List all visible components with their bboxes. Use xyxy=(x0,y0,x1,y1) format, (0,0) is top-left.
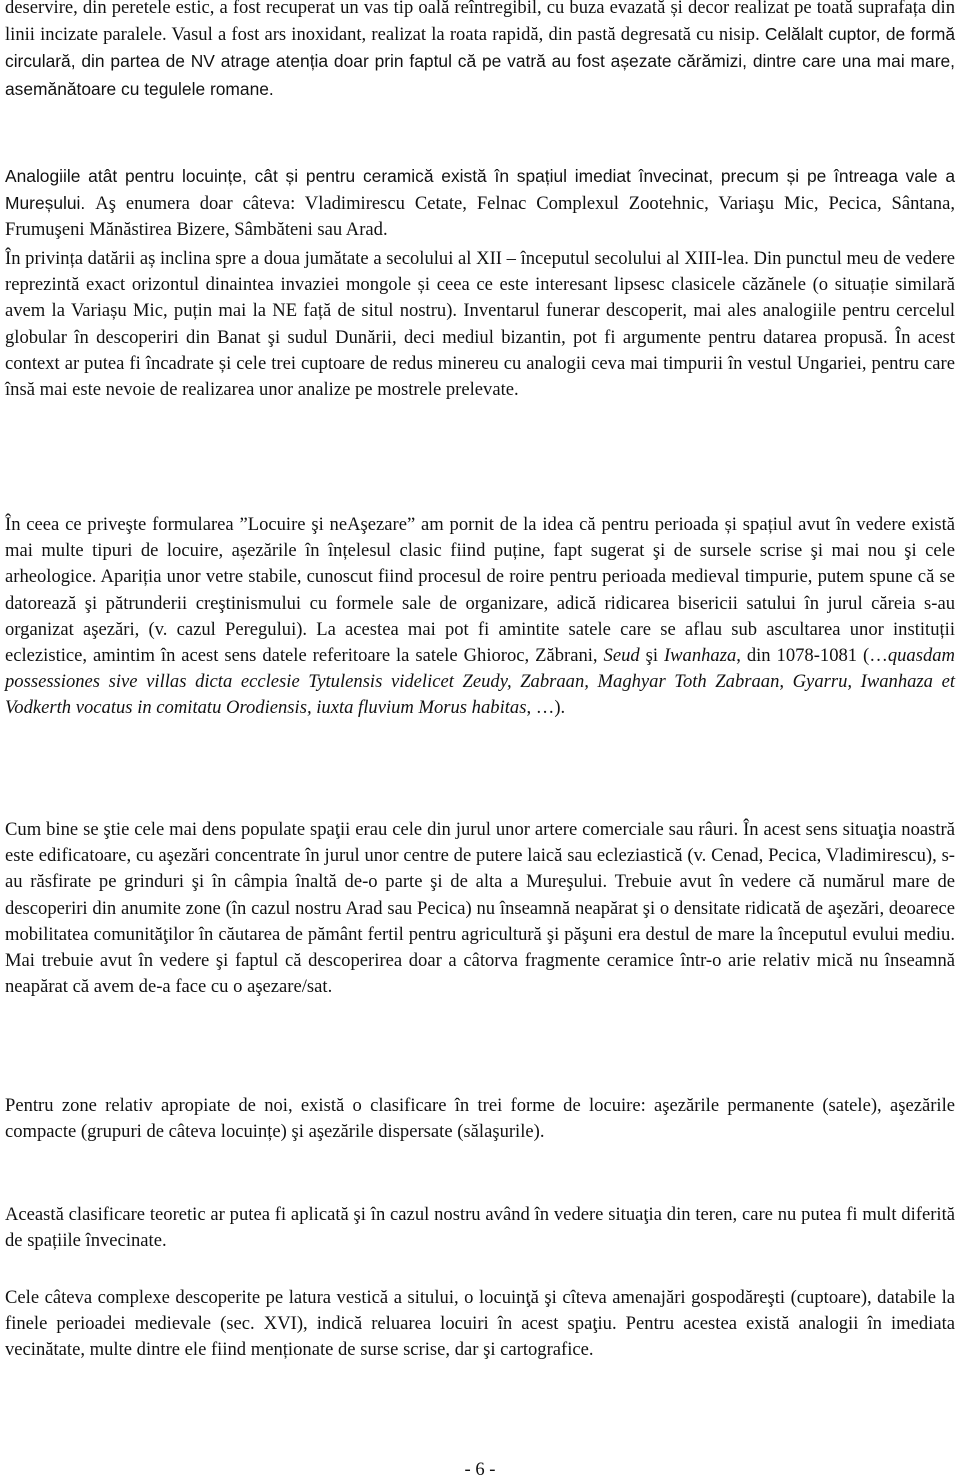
paragraph-2 xyxy=(5,163,955,244)
paragraph-4-italic-iwanhaza: Iwanhaza xyxy=(663,645,737,667)
paragraph-4-text-d: , …). xyxy=(526,697,566,719)
paragraph-4-italic-seud: Seud xyxy=(603,645,640,667)
paragraph-4-text-b: şi xyxy=(639,645,664,667)
paragraph-3-text: În privința datării aș inclina spre a doua jumătate a secolului al XII – începutul secolului al XIII-lea. Din punctul meu de vedere reprezintă exact orizontul dinaintea invaziei mongole și ceea ce este interesant lipsesc clasicele căzănele (o situație similară avem la Variașu Mic, puțin mai la NE față de situl nostru). Inventarul funerar descoperit, mai ales analogiile pentru cercelul globular în descoperiri din Banat şi sudul Dunării, deci mediul bizantin, pot fi argumente pentru datarea propusă. În acest context ar putea fi încadrate și cele trei cuptoare de redus minereu cu analogii ceva mai timpurii în vestul Ungariei, pentru care însă mai este nevoie de realizarea unor analize pe mostrele prelevate. xyxy=(5,248,955,401)
paragraph-6-text: Pentru zone relativ apropiate de noi, există o clasificare în trei forme de locuire: aşezările permanente (satele), aşezările compacte (grupuri de câteva locuințe) şi aşezările dispersate (sălaşurile). xyxy=(5,1095,955,1143)
paragraph-2-text-b: Aş enumera doar câteva: Vladimirescu Cetate, Felnac Complexul Zootehnic, Variaşu Mic, Pecica, Sântana, Frumuşeni Mănăstirea Bizere, Sâmbăteni sau Arad. xyxy=(5,193,955,241)
paragraph-4 xyxy=(5,512,955,722)
paragraph-2-text-a: Analogiile atât pentru locuințe, cât și pentru ceramică există în spațiul imediat învecinat, precum și pe întreaga vale a Mureșului. xyxy=(5,166,955,214)
paragraph-8-text: Cele câteva complexe descoperite pe latura vestică a sitului, o locuinţă şi cîteva amenajări gospodăreşti (cuptoare), databile la finele perioadei medievale (sec. XVI), indică reluarea locuiri în acest spaţiu. Pentru acestea există analogii în imediata vecinătate, multe dintre ele fiind menționate de surse scrise, dar şi cartografice. xyxy=(5,1287,955,1361)
paragraph-5 xyxy=(5,817,955,1000)
paragraph-4-text-a: În ceea ce priveşte formularea ”Locuire şi neAşezare” am pornit de la idea că pentru perioada și spațiul avut în vedere există mai multe tipuri de locuire, așezările în înțelesul clasic fiind puține, fapt sugerat şi de sursele scrise şi mai nou şi cele arheologice. Apariția unor vetre stabile, cunoscut fiind procesul de roire pentru perioada medieval timpurie, putem spune că se datorează şi pătrunderii creştinismului cu formele sale de organizare, adică ridicarea bisericii satului în jurul căreia s-au organizat aşezări, (v. cazul Peregului). La acestea mai pot fi amintite satele care se aflau sub ascultarea unor instituții eclezistice, amintim în acest sens datele referitoare la satele Ghioroc, Zăbrani, xyxy=(5,514,955,667)
paragraph-7 xyxy=(5,1202,955,1254)
paragraph-4-text-c: , din 1078-1081 (… xyxy=(736,645,888,667)
page-number: - 6 - xyxy=(464,1459,496,1480)
paragraph-1-text-b: Celălalt cuptor, de formă circulară, din partea de NV atrage atenția doar prin faptul că pe vatră au fost așezate cărămizi, dintre care una mai mare, asemănătoare cu tegulele romane. xyxy=(5,24,955,99)
paragraph-1-text-a: deservire, din peretele estic, a fost recuperat un vas tip oală reîntregibil, cu buza evazată și decor realizat pe toată suprafața din linii incizate paralele. Vasul a fost ars inoxidant, realizat la roata rapidă, din pastă degresată cu nisip. xyxy=(5,0,955,46)
paragraph-4-latin-quote: quasdam possessiones sive villas dicta ecclesie Tytulensis videlicet Zeudy, Zabraan, Maghyar Toth Zabraan, Gyarru, Iwanhaza et Vodkerth vocatus in comitatu Orodiensis, iuxta fluvium Morus habitas xyxy=(5,645,955,719)
paragraph-3 xyxy=(5,246,955,403)
paragraph-6 xyxy=(5,1093,955,1145)
paragraph-7-text: Această clasificare teoretic ar putea fi aplicată şi în cazul nostru având în vedere situaţia din teren, care nu putea fi mult diferită de spațiile învecinate. xyxy=(5,1204,955,1252)
paragraph-1 xyxy=(5,0,955,103)
paragraph-5-text: Cum bine se ştie cele mai dens populate spaţii erau cele din jurul unor artere comerciale sau râuri. În acest sens situaţia noastră este edificatoare, cu aşezări concentrate în jurul unor centre de putere laică sau ecleziastică (v. Cenad, Pecica, Vladimirescu), s-au răsfirate pe grinduri şi în câmpia înaltă de-o parte şi de alta a Mureşului. Trebuie avut în vedere că numărul mare de descoperiri din anumite zone (în cazul nostru Arad sau Pecica) nu înseamnă neapărat şi o densitate ridicată de aşezări, deoarece mobilitatea comunităţilor în căutarea de pământ fertil pentru agricultură şi păşuni era destul de mare la începutul evului mediu. Mai trebuie avut în vedere şi faptul că descoperirea doar a câtorva fragmente ceramice într-o arie relativ mică nu înseamnă neapărat că avem de-a face cu o aşezare/sat. xyxy=(5,819,955,998)
paragraph-8 xyxy=(5,1285,955,1364)
